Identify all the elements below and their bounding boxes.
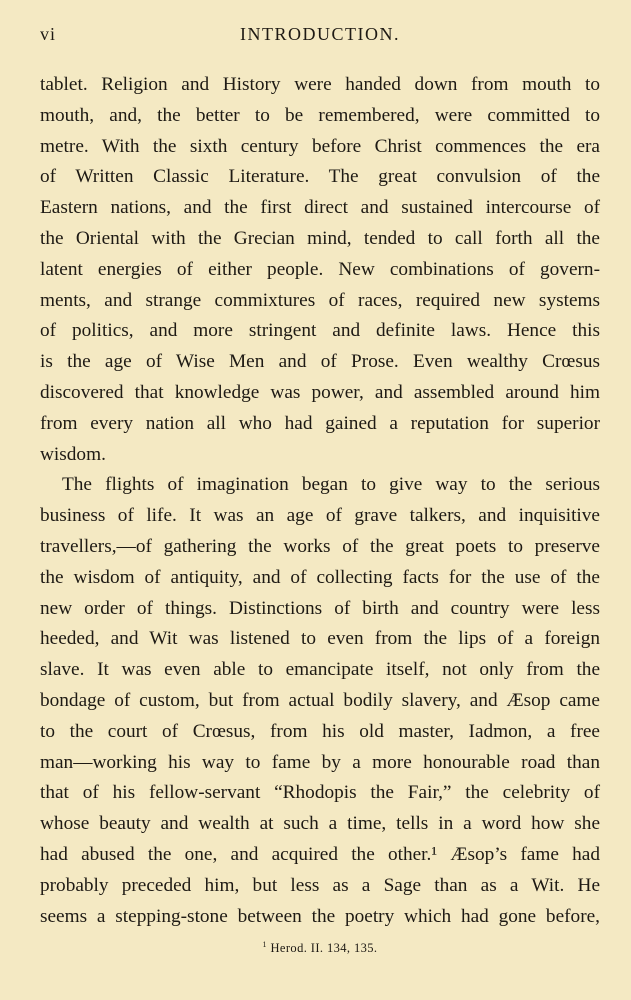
text-line: business of life. It was an age of grave talkers, and inquisitive bbox=[40, 505, 600, 527]
body-text bbox=[40, 70, 600, 932]
paragraph-1 bbox=[40, 70, 600, 470]
text-line: man—working his way to fame by a more honourable road than bbox=[40, 751, 600, 773]
footnote-text: Herod. II. 134, 135. bbox=[270, 941, 378, 956]
text-line: the wisdom of antiquity, and of collecting facts for the use of the bbox=[40, 566, 600, 588]
page-number: vi bbox=[40, 24, 57, 44]
text-line: the Oriental with the Grecian mind, tended to call forth all the bbox=[40, 227, 600, 249]
text-line: wisdom. bbox=[40, 443, 106, 465]
text-line: to the court of Crœsus, from his old master, Iadmon, a free bbox=[40, 720, 600, 742]
text-line: ments, and strange commixtures of races, required new systems bbox=[40, 289, 600, 311]
text-line: Eastern nations, and the first direct and sustained intercourse of bbox=[40, 197, 600, 219]
book-page bbox=[40, 24, 600, 956]
text-line: that of his fellow-servant “Rhodopis the Fair,” the celebrity of bbox=[40, 782, 600, 804]
text-line: is the age of Wise Men and of Prose. Even wealthy Crœsus bbox=[40, 351, 600, 373]
text-line: tablet. Religion and History were handed down from mouth to bbox=[40, 74, 600, 95]
text-line: whose beauty and wealth at such a time, tells in a word how she bbox=[40, 813, 600, 835]
text-line: discovered that knowledge was power, and assembled around him bbox=[40, 381, 600, 403]
text-line: latent energies of either people. New combinations of govern- bbox=[40, 258, 600, 280]
text-line: new order of things. Distinctions of birth and country were less bbox=[40, 597, 600, 619]
paragraph-2 bbox=[40, 470, 600, 932]
text-line: travellers,—of gathering the works of the great poets to preserve bbox=[40, 535, 600, 557]
text-line: mouth, and, the better to be remembered, were committed to bbox=[40, 104, 600, 126]
text-line: bondage of custom, but from actual bodily slavery, and Æsop came bbox=[40, 689, 600, 711]
text-line: slave. It was even able to emancipate itself, not only from the bbox=[40, 659, 600, 681]
text-line: had abused the one, and acquired the other.¹ Æsop’s fame had bbox=[40, 843, 600, 865]
text-line: The flights of imagination began to give way to the serious bbox=[62, 474, 600, 496]
text-line: of politics, and more stringent and definite laws. Hence this bbox=[40, 320, 600, 342]
text-line: from every nation all who had gained a reputation for superior bbox=[40, 412, 600, 434]
text-line: metre. With the sixth century before Christ commences the era bbox=[40, 135, 600, 157]
running-title: INTRODUCTION. bbox=[240, 24, 400, 44]
text-line: heeded, and Wit was listened to even from the lips of a foreign bbox=[40, 628, 600, 650]
text-line: seems a stepping-stone between the poetry which had gone before, bbox=[40, 905, 600, 927]
running-head bbox=[40, 24, 600, 52]
footnote-marker: 1 bbox=[262, 940, 267, 949]
text-line: of Written Classic Literature. The great convulsion of the bbox=[40, 166, 600, 188]
footnote bbox=[40, 940, 600, 956]
text-line: probably preceded him, but less as a Sage than as a Wit. He bbox=[40, 874, 600, 896]
